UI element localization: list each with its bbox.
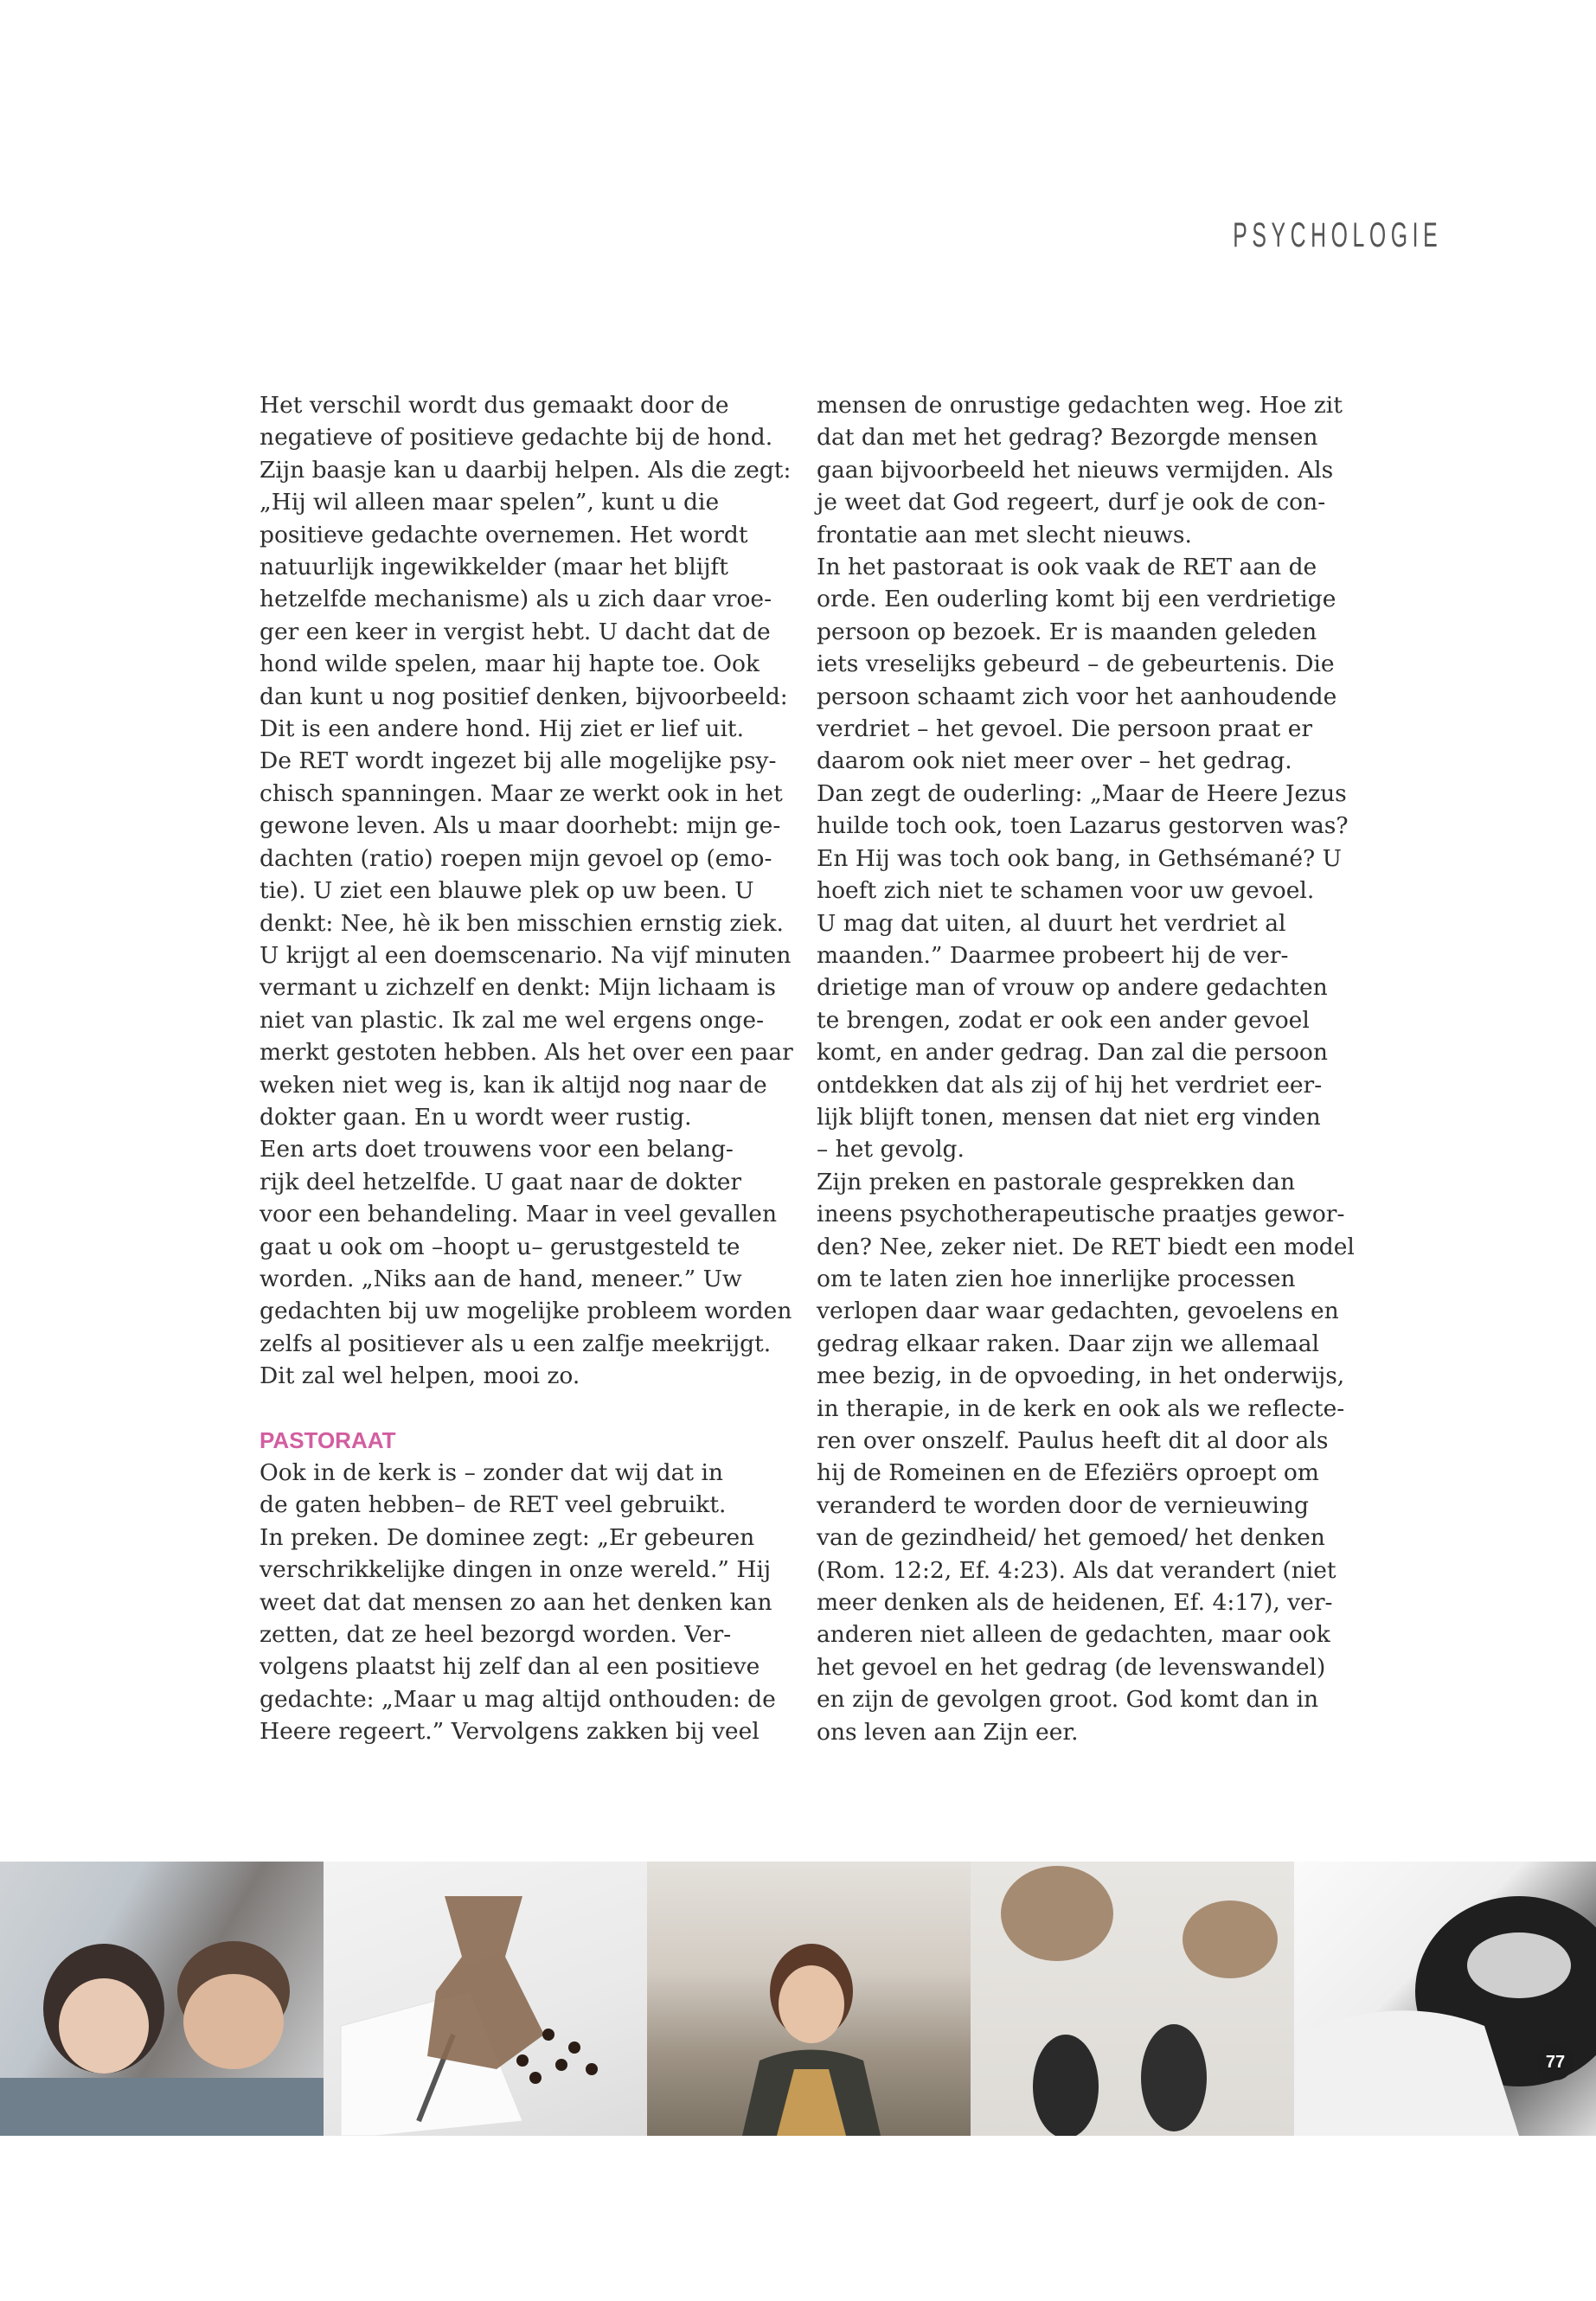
photo-boots [971, 1862, 1294, 2136]
article-paragraphs-left-2: Ook in de kerk is – zonder dat wij dat in de gaten hebben– de RET veel gebruikt. In preken. De dominee zegt: „Er gebeuren verschrikkelijke dingen in onze wereld.” Hij weet dat dat mensen zo aan het denken kan zetten, dat ze heel bezorgd worden. Ver- volgens plaatst hij zelf dan al een positieve gedachte: „Maar u mag altijd onthouden: de Heere regeert.” Vervolgens zakken bij veel [260, 1459, 776, 1746]
photo-laughing-couple [0, 1862, 324, 2136]
photo-woman-field [647, 1862, 971, 2136]
photo-laughing-couple-art [0, 1862, 324, 2136]
photo-person-sweater [1294, 1862, 1596, 2136]
photo-woman-field-art [647, 1862, 971, 2136]
page-number-badge: 77 [1537, 2044, 1574, 2080]
photo-strip [0, 1862, 1596, 2136]
photo-coffee-notebook-art [324, 1862, 647, 2136]
article-paragraphs-left: Het verschil wordt dus gemaakt door de negatieve of positieve gedachte bij de hond. Zijn baasje kan u daarbij helpen. Als die zegt: „Hij wil alleen maar spelen”, kunt u die positieve gedachte overnemen. Het wordt natuurlijk ingewikkelder (maar het blijft hetzelfde mechanisme) als u zich daar vroe- ger een keer in vergist hebt. U dacht dat de hond wilde spelen, maar hij hapte toe. Ook dan kunt u nog positief denken, bijvoorbeeld: Dit is een andere hond. Hij ziet er lief uit. De RET wordt ingezet bij alle mogelijke psy- chisch spanningen. Maar ze werkt ook in het gewone leven. Als u maar doorhebt: mijn ge- dachten (ratio) roepen mijn gevoel op (emo- tie). U ziet een blauwe plek op uw been. U denkt: Nee, hè ik ben misschien ernstig ziek. U krijgt al een doemscenario. Na vijf minuten vermant u zichzelf en denkt: Mijn lichaam is niet van plastic. Ik zal me wel ergens onge- merkt gestoten hebben. Als het over een paar weken niet weg is, kan ik altijd nog naar de dokter gaan. En u wordt weer rustig. Een arts doet trouwens voor een belang- rijk deel hetzelfde. U gaat naar de dokter voor een behandeling. Maar in veel gevallen gaat u ook om –hoopt u– gerustgesteld te worden. „Niks aan de hand, meneer.” Uw gedachten bij uw mogelijke probleem worden zelfs al positiever als u een zalfje meekrijgt. Dit zal wel helpen, mooi zo. [260, 392, 793, 1390]
section-label: PSYCHOLOGIE [1233, 216, 1442, 254]
photo-boots-art [971, 1862, 1294, 2136]
photo-coffee-notebook [324, 1862, 647, 2136]
photo-person-sweater-art [1294, 1862, 1596, 2136]
subheading-pastoraat: PASTORAAT [260, 1426, 396, 1453]
article-right-column [817, 389, 1357, 1748]
article-paragraphs-right: mensen de onrustige gedachten weg. Hoe zit dat dan met het gedrag? Bezorgde mensen gaan bijvoorbeeld het nieuws vermijden. Als je weet dat God regeert, durf je ook de con- frontatie aan met slecht nieuws. In het pastoraat is ook vaak de RET aan de orde. Een ouderling komt bij een verdrietige persoon op bezoek. Er is maanden geleden iets vreselijks gebeurd – de gebeurtenis. Die persoon schaamt zich voor het aanhoudende verdriet – het gevoel. Die persoon praat er daarom ook niet meer over – het gedrag. Dan zegt de ouderling: „Maar de Heere Jezus huilde toch ook, toen Lazarus gestorven was? En Hij was toch ook bang, in Gethsémané? U hoeft zich niet te schamen voor uw gevoel. U mag dat uiten, al duurt het verdriet al maanden.” Daarmee probeert hij de ver- drietige man of vrouw op andere gedachten te brengen, zodat er ook een ander gevoel komt, en ander gedrag. Dan zal die persoon ontdekken dat als zij of hij het verdriet eer- lijk blijft tonen, mensen dat niet erg vinden – het gevolg. Zijn preken en pastorale gesprekken dan ineens psychotherapeutische praatjes gewor- den? Nee, zeker niet. De RET biedt een model om te laten zien hoe innerlijke processen verlopen daar waar gedachten, gevoelens en gedrag elkaar raken. Daar zijn we allemaal mee bezig, in de opvoeding, in het onderwijs, in therapie, in de kerk en ook als we reflecte- ren over onszelf. Paulus heeft dit al door als hij de Romeinen en de Efeziërs oproept om veranderd te worden door de vernieuwing van de gezindheid/ het gemoed/ het denken (Rom. 12:2, Ef. 4:23). Als dat verandert (niet meer denken als de heidenen, Ef. 4:17), ver- anderen niet alleen de gedachten, maar ook het gevoel en het gedrag (de levenswandel) en zijn de gevolgen groot. God komt dan in ons leven aan Zijn eer. [817, 392, 1355, 1746]
article-left-column [260, 389, 800, 1748]
